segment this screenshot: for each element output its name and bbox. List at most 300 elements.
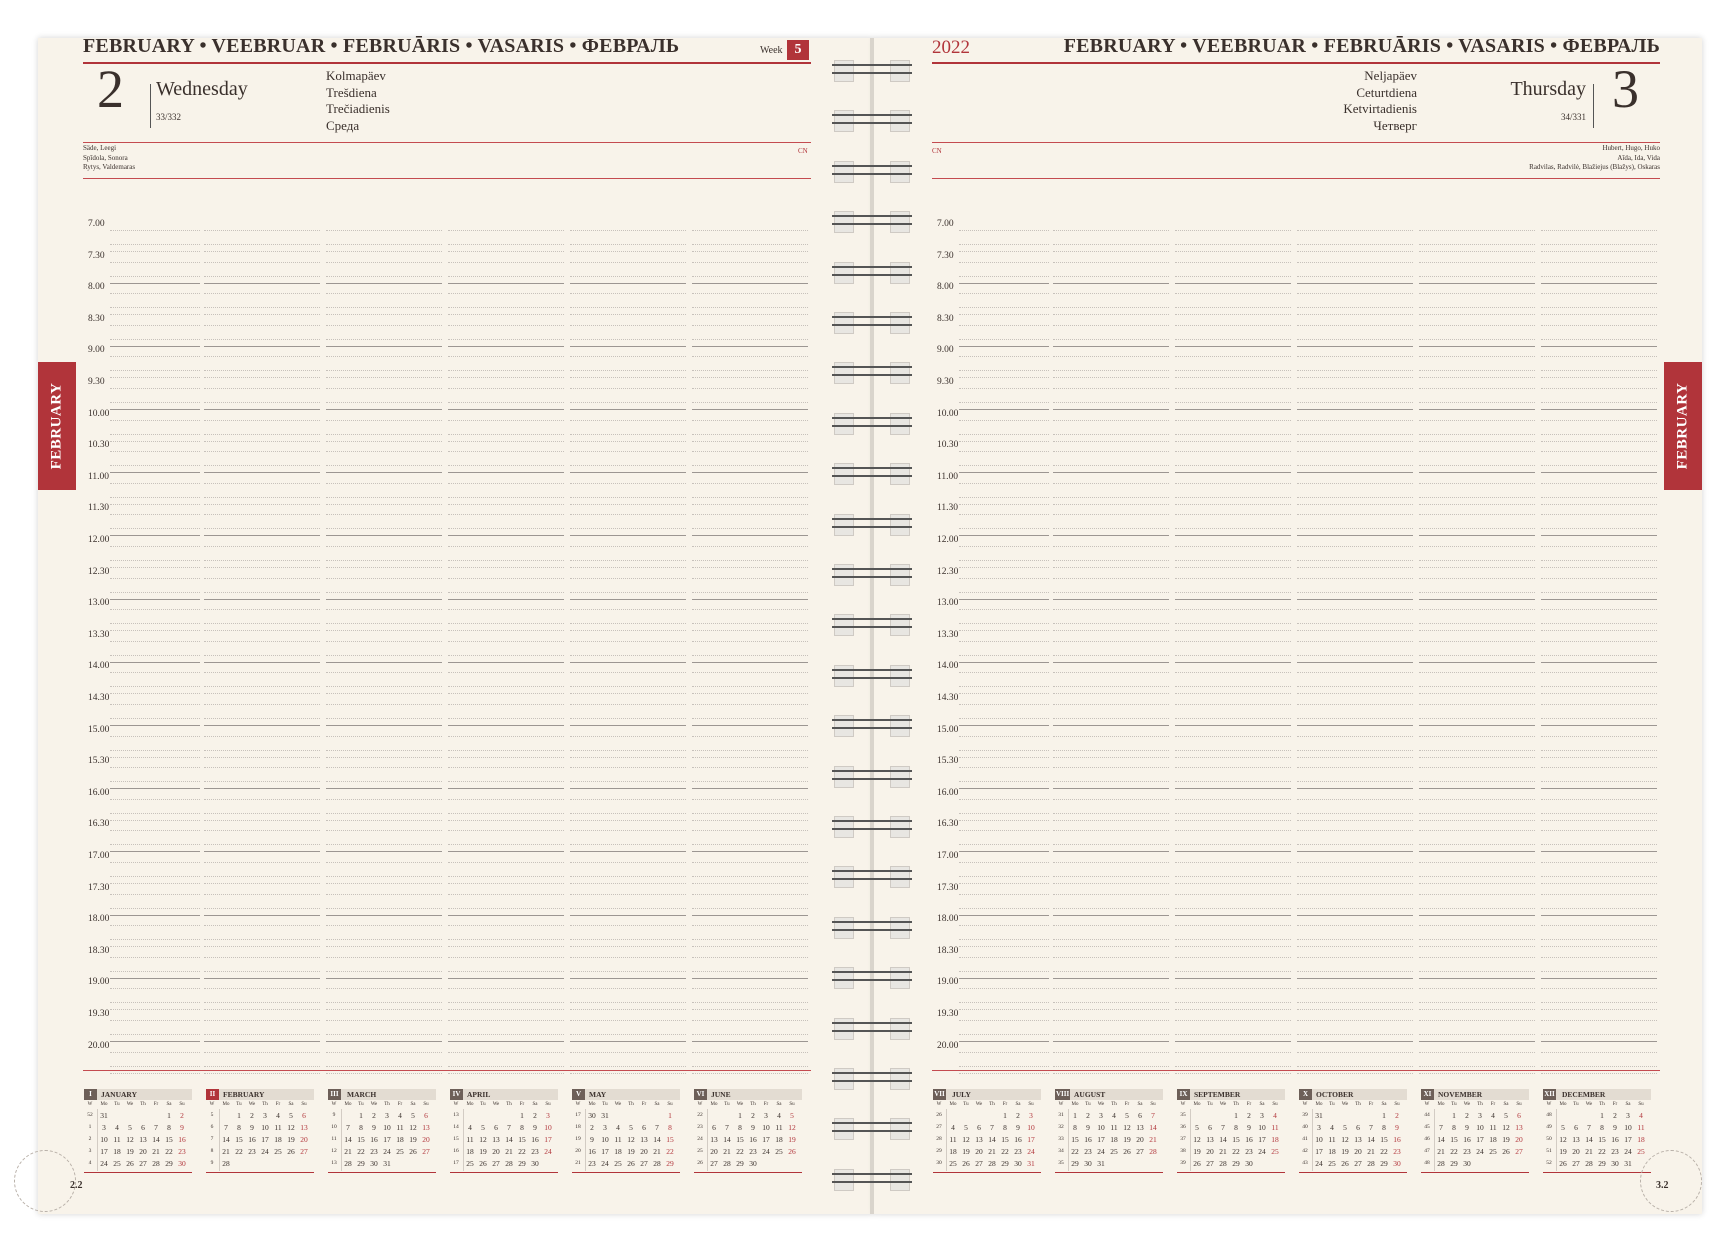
writing-line[interactable] xyxy=(326,662,442,663)
calendar-day[interactable]: 2 xyxy=(1465,1111,1469,1120)
writing-line[interactable] xyxy=(1541,434,1657,435)
calendar-day[interactable]: 17 xyxy=(601,1147,609,1156)
calendar-day[interactable]: 13 xyxy=(975,1135,983,1144)
writing-line[interactable] xyxy=(1419,370,1535,371)
calendar-day[interactable]: 16 xyxy=(588,1147,596,1156)
calendar-day[interactable]: 20 xyxy=(1515,1135,1523,1144)
writing-line[interactable] xyxy=(570,356,686,357)
writing-line[interactable] xyxy=(204,820,320,821)
writing-line[interactable] xyxy=(1053,504,1169,505)
writing-line[interactable] xyxy=(110,757,200,758)
writing-line[interactable] xyxy=(1175,483,1291,484)
calendar-day[interactable]: 16 xyxy=(1393,1135,1401,1144)
calendar-day[interactable]: 6 xyxy=(1517,1111,1521,1120)
writing-line[interactable] xyxy=(1541,599,1657,600)
writing-line[interactable] xyxy=(1053,876,1169,877)
writing-line[interactable] xyxy=(448,851,564,852)
calendar-day[interactable]: 9 xyxy=(751,1123,755,1132)
writing-line[interactable] xyxy=(204,592,320,593)
writing-line[interactable] xyxy=(1297,1034,1413,1035)
left-month-tab[interactable] xyxy=(38,362,76,490)
calendar-day[interactable]: 23 xyxy=(1014,1147,1022,1156)
calendar-day[interactable]: 7 xyxy=(1369,1123,1373,1132)
calendar-day[interactable]: 25 xyxy=(274,1147,282,1156)
calendar-day[interactable]: 23 xyxy=(1245,1147,1253,1156)
writing-line[interactable] xyxy=(326,1052,442,1053)
calendar-day[interactable]: 27 xyxy=(492,1159,500,1168)
writing-line[interactable] xyxy=(326,402,442,403)
calendar-day[interactable]: 21 xyxy=(152,1147,160,1156)
writing-line[interactable] xyxy=(1419,276,1535,277)
calendar-day[interactable]: 2 xyxy=(250,1111,254,1120)
writing-line[interactable] xyxy=(570,894,686,895)
calendar-day[interactable]: 6 xyxy=(642,1123,646,1132)
calendar-day[interactable]: 15 xyxy=(1232,1135,1240,1144)
writing-line[interactable] xyxy=(448,915,564,916)
calendar-day[interactable]: 4 xyxy=(276,1111,280,1120)
writing-line[interactable] xyxy=(448,293,564,294)
writing-line[interactable] xyxy=(1297,402,1413,403)
writing-line[interactable] xyxy=(1297,1052,1413,1053)
writing-line[interactable] xyxy=(959,314,1049,315)
writing-line[interactable] xyxy=(1053,978,1169,979)
writing-line[interactable] xyxy=(204,736,320,737)
writing-line[interactable] xyxy=(326,504,442,505)
writing-line[interactable] xyxy=(692,623,808,624)
calendar-day[interactable]: 22 xyxy=(1001,1147,1009,1156)
writing-line[interactable] xyxy=(1053,830,1169,831)
writing-line[interactable] xyxy=(204,1041,320,1042)
writing-line[interactable] xyxy=(448,465,564,466)
writing-line[interactable] xyxy=(1541,915,1657,916)
calendar-day[interactable]: 18 xyxy=(775,1135,783,1144)
writing-line[interactable] xyxy=(959,978,1049,979)
writing-line[interactable] xyxy=(1541,314,1657,315)
writing-line[interactable] xyxy=(1541,1073,1657,1074)
writing-line[interactable] xyxy=(1175,497,1291,498)
writing-line[interactable] xyxy=(692,915,808,916)
writing-line[interactable] xyxy=(326,946,442,947)
calendar-day[interactable]: 13 xyxy=(710,1135,718,1144)
writing-line[interactable] xyxy=(448,609,564,610)
writing-line[interactable] xyxy=(1419,1009,1535,1010)
calendar-day[interactable]: 14 xyxy=(653,1135,661,1144)
writing-line[interactable] xyxy=(1175,528,1291,529)
calendar-day[interactable]: 22 xyxy=(1450,1147,1458,1156)
writing-line[interactable] xyxy=(110,528,200,529)
writing-line[interactable] xyxy=(204,844,320,845)
writing-line[interactable] xyxy=(1053,788,1169,789)
writing-line[interactable] xyxy=(326,339,442,340)
writing-line[interactable] xyxy=(110,750,200,751)
writing-line[interactable] xyxy=(326,592,442,593)
calendar-day[interactable]: 2 xyxy=(372,1111,376,1120)
calendar-day[interactable]: 24 xyxy=(762,1147,770,1156)
writing-line[interactable] xyxy=(570,788,686,789)
writing-line[interactable] xyxy=(326,788,442,789)
writing-line[interactable] xyxy=(959,876,1049,877)
writing-line[interactable] xyxy=(570,736,686,737)
writing-line[interactable] xyxy=(1419,307,1535,308)
writing-line[interactable] xyxy=(110,630,200,631)
mini-calendar-march[interactable] xyxy=(328,1089,436,1173)
calendar-day[interactable]: 5 xyxy=(481,1123,485,1132)
writing-line[interactable] xyxy=(1053,535,1169,536)
writing-line[interactable] xyxy=(1541,465,1657,466)
writing-line[interactable] xyxy=(448,908,564,909)
calendar-day[interactable]: 2 xyxy=(1395,1111,1399,1120)
writing-line[interactable] xyxy=(1175,718,1291,719)
writing-line[interactable] xyxy=(1541,851,1657,852)
writing-line[interactable] xyxy=(204,388,320,389)
writing-line[interactable] xyxy=(959,230,1049,231)
writing-line[interactable] xyxy=(110,346,200,347)
writing-line[interactable] xyxy=(204,465,320,466)
writing-line[interactable] xyxy=(326,434,442,435)
calendar-day[interactable]: 19 xyxy=(126,1147,134,1156)
writing-line[interactable] xyxy=(692,641,808,642)
writing-line[interactable] xyxy=(204,672,320,673)
calendar-day[interactable]: 20 xyxy=(1206,1147,1214,1156)
calendar-day[interactable]: 22 xyxy=(518,1147,526,1156)
calendar-day[interactable]: 20 xyxy=(1354,1147,1362,1156)
writing-line[interactable] xyxy=(326,293,442,294)
writing-line[interactable] xyxy=(1297,862,1413,863)
writing-line[interactable] xyxy=(570,377,686,378)
writing-line[interactable] xyxy=(448,630,564,631)
writing-line[interactable] xyxy=(204,535,320,536)
writing-line[interactable] xyxy=(1297,262,1413,263)
calendar-day[interactable]: 20 xyxy=(139,1147,147,1156)
writing-line[interactable] xyxy=(110,535,200,536)
writing-line[interactable] xyxy=(1053,641,1169,642)
writing-line[interactable] xyxy=(110,514,200,515)
writing-line[interactable] xyxy=(110,939,200,940)
calendar-day[interactable]: 9 xyxy=(1613,1123,1617,1132)
writing-line[interactable] xyxy=(1297,844,1413,845)
writing-line[interactable] xyxy=(1175,325,1291,326)
writing-line[interactable] xyxy=(1297,736,1413,737)
writing-line[interactable] xyxy=(326,623,442,624)
writing-line[interactable] xyxy=(1541,957,1657,958)
writing-line[interactable] xyxy=(1541,592,1657,593)
writing-line[interactable] xyxy=(204,946,320,947)
writing-line[interactable] xyxy=(1175,915,1291,916)
writing-line[interactable] xyxy=(110,788,200,789)
writing-line[interactable] xyxy=(959,736,1049,737)
writing-line[interactable] xyxy=(326,599,442,600)
writing-line[interactable] xyxy=(570,514,686,515)
writing-line[interactable] xyxy=(1541,409,1657,410)
calendar-day[interactable]: 17 xyxy=(1027,1135,1035,1144)
calendar-day[interactable]: 18 xyxy=(614,1147,622,1156)
writing-line[interactable] xyxy=(1053,844,1169,845)
writing-line[interactable] xyxy=(1419,1052,1535,1053)
writing-line[interactable] xyxy=(1419,434,1535,435)
writing-line[interactable] xyxy=(448,409,564,410)
writing-line[interactable] xyxy=(448,528,564,529)
writing-line[interactable] xyxy=(692,799,808,800)
calendar-day[interactable]: 24 xyxy=(1315,1159,1323,1168)
writing-line[interactable] xyxy=(1297,546,1413,547)
writing-line[interactable] xyxy=(692,876,808,877)
writing-line[interactable] xyxy=(959,451,1049,452)
writing-line[interactable] xyxy=(959,988,1049,989)
writing-line[interactable] xyxy=(959,276,1049,277)
writing-line[interactable] xyxy=(326,465,442,466)
writing-line[interactable] xyxy=(204,230,320,231)
calendar-day[interactable]: 20 xyxy=(1136,1135,1144,1144)
calendar-day[interactable]: 12 xyxy=(962,1135,970,1144)
mini-calendar-august[interactable] xyxy=(1055,1089,1163,1173)
calendar-day[interactable]: 2 xyxy=(533,1111,537,1120)
writing-line[interactable] xyxy=(1541,672,1657,673)
writing-line[interactable] xyxy=(110,504,200,505)
writing-line[interactable] xyxy=(1053,957,1169,958)
writing-line[interactable] xyxy=(204,1020,320,1021)
calendar-day[interactable]: 18 xyxy=(1489,1135,1497,1144)
calendar-day[interactable]: 16 xyxy=(1084,1135,1092,1144)
writing-line[interactable] xyxy=(692,409,808,410)
writing-line[interactable] xyxy=(570,599,686,600)
writing-line[interactable] xyxy=(1541,370,1657,371)
writing-line[interactable] xyxy=(1297,293,1413,294)
writing-line[interactable] xyxy=(570,434,686,435)
writing-line[interactable] xyxy=(1175,862,1291,863)
calendar-day[interactable]: 18 xyxy=(113,1147,121,1156)
writing-line[interactable] xyxy=(959,725,1049,726)
writing-line[interactable] xyxy=(1419,409,1535,410)
calendar-day[interactable]: 25 xyxy=(1637,1147,1645,1156)
writing-line[interactable] xyxy=(110,693,200,694)
writing-line[interactable] xyxy=(110,483,200,484)
writing-line[interactable] xyxy=(448,757,564,758)
writing-line[interactable] xyxy=(448,662,564,663)
writing-line[interactable] xyxy=(326,514,442,515)
writing-line[interactable] xyxy=(1175,939,1291,940)
calendar-day[interactable]: 26 xyxy=(962,1159,970,1168)
writing-line[interactable] xyxy=(692,894,808,895)
writing-line[interactable] xyxy=(1419,813,1535,814)
calendar-day[interactable]: 26 xyxy=(126,1159,134,1168)
writing-line[interactable] xyxy=(110,251,200,252)
calendar-day[interactable]: 29 xyxy=(518,1159,526,1168)
writing-line[interactable] xyxy=(692,662,808,663)
calendar-day[interactable]: 1 xyxy=(1073,1111,1077,1120)
writing-line[interactable] xyxy=(1175,693,1291,694)
calendar-day[interactable]: 6 xyxy=(712,1123,716,1132)
calendar-day[interactable]: 19 xyxy=(962,1147,970,1156)
writing-line[interactable] xyxy=(1053,725,1169,726)
writing-line[interactable] xyxy=(1419,244,1535,245)
writing-line[interactable] xyxy=(692,346,808,347)
writing-line[interactable] xyxy=(1053,567,1169,568)
calendar-day[interactable]: 8 xyxy=(1600,1123,1604,1132)
calendar-day[interactable]: 9 xyxy=(1086,1123,1090,1132)
calendar-day[interactable]: 14 xyxy=(1585,1135,1593,1144)
writing-line[interactable] xyxy=(692,307,808,308)
writing-line[interactable] xyxy=(204,693,320,694)
writing-line[interactable] xyxy=(110,293,200,294)
calendar-day[interactable]: 25 xyxy=(949,1159,957,1168)
calendar-day[interactable]: 15 xyxy=(1001,1135,1009,1144)
writing-line[interactable] xyxy=(110,1002,200,1003)
calendar-day[interactable]: 14 xyxy=(1219,1135,1227,1144)
writing-line[interactable] xyxy=(1175,1041,1291,1042)
writing-line[interactable] xyxy=(1541,339,1657,340)
calendar-day[interactable]: 19 xyxy=(479,1147,487,1156)
writing-line[interactable] xyxy=(1419,799,1535,800)
writing-line[interactable] xyxy=(570,276,686,277)
writing-line[interactable] xyxy=(1419,672,1535,673)
writing-line[interactable] xyxy=(448,672,564,673)
writing-line[interactable] xyxy=(1297,988,1413,989)
writing-line[interactable] xyxy=(1419,325,1535,326)
writing-line[interactable] xyxy=(959,441,1049,442)
writing-line[interactable] xyxy=(1419,908,1535,909)
writing-line[interactable] xyxy=(1175,830,1291,831)
writing-line[interactable] xyxy=(204,925,320,926)
writing-line[interactable] xyxy=(1419,592,1535,593)
writing-line[interactable] xyxy=(1053,704,1169,705)
writing-line[interactable] xyxy=(1297,1041,1413,1042)
writing-line[interactable] xyxy=(1541,1052,1657,1053)
calendar-day[interactable]: 20 xyxy=(710,1147,718,1156)
writing-line[interactable] xyxy=(692,1066,808,1067)
writing-line[interactable] xyxy=(959,497,1049,498)
writing-line[interactable] xyxy=(1541,704,1657,705)
writing-line[interactable] xyxy=(1175,592,1291,593)
writing-line[interactable] xyxy=(692,388,808,389)
writing-line[interactable] xyxy=(204,781,320,782)
writing-line[interactable] xyxy=(1175,672,1291,673)
writing-line[interactable] xyxy=(110,925,200,926)
writing-line[interactable] xyxy=(1541,356,1657,357)
writing-line[interactable] xyxy=(110,736,200,737)
writing-line[interactable] xyxy=(1419,314,1535,315)
writing-line[interactable] xyxy=(110,388,200,389)
writing-line[interactable] xyxy=(1419,939,1535,940)
writing-line[interactable] xyxy=(1053,946,1169,947)
writing-line[interactable] xyxy=(1053,609,1169,610)
writing-line[interactable] xyxy=(692,851,808,852)
writing-line[interactable] xyxy=(110,672,200,673)
writing-line[interactable] xyxy=(1541,1020,1657,1021)
writing-line[interactable] xyxy=(1297,276,1413,277)
writing-line[interactable] xyxy=(959,293,1049,294)
writing-line[interactable] xyxy=(959,788,1049,789)
calendar-day[interactable]: 16 xyxy=(1611,1135,1619,1144)
writing-line[interactable] xyxy=(1541,1009,1657,1010)
writing-line[interactable] xyxy=(1297,472,1413,473)
writing-line[interactable] xyxy=(204,799,320,800)
writing-line[interactable] xyxy=(570,862,686,863)
writing-line[interactable] xyxy=(570,451,686,452)
writing-line[interactable] xyxy=(959,1066,1049,1067)
writing-line[interactable] xyxy=(110,915,200,916)
calendar-day[interactable]: 27 xyxy=(710,1159,718,1168)
writing-line[interactable] xyxy=(326,862,442,863)
writing-line[interactable] xyxy=(959,244,1049,245)
writing-line[interactable] xyxy=(1297,451,1413,452)
writing-line[interactable] xyxy=(1541,514,1657,515)
writing-line[interactable] xyxy=(326,988,442,989)
writing-line[interactable] xyxy=(1297,483,1413,484)
calendar-day[interactable]: 4 xyxy=(1112,1111,1116,1120)
calendar-day[interactable]: 12 xyxy=(1123,1123,1131,1132)
writing-line[interactable] xyxy=(448,1073,564,1074)
writing-line[interactable] xyxy=(1541,325,1657,326)
calendar-day[interactable]: 19 xyxy=(1559,1147,1567,1156)
writing-line[interactable] xyxy=(1419,862,1535,863)
writing-line[interactable] xyxy=(692,356,808,357)
writing-line[interactable] xyxy=(959,592,1049,593)
writing-line[interactable] xyxy=(1297,528,1413,529)
writing-line[interactable] xyxy=(204,578,320,579)
writing-line[interactable] xyxy=(959,307,1049,308)
calendar-day[interactable]: 7 xyxy=(507,1123,511,1132)
writing-line[interactable] xyxy=(1419,750,1535,751)
writing-line[interactable] xyxy=(692,1073,808,1074)
writing-line[interactable] xyxy=(1175,736,1291,737)
calendar-day[interactable]: 5 xyxy=(1125,1111,1129,1120)
calendar-day[interactable]: 21 xyxy=(1219,1147,1227,1156)
writing-line[interactable] xyxy=(1175,908,1291,909)
writing-line[interactable] xyxy=(1175,1002,1291,1003)
writing-line[interactable] xyxy=(110,978,200,979)
calendar-day[interactable]: 2 xyxy=(1016,1111,1020,1120)
writing-line[interactable] xyxy=(326,472,442,473)
writing-line[interactable] xyxy=(326,672,442,673)
writing-line[interactable] xyxy=(1297,370,1413,371)
writing-line[interactable] xyxy=(448,718,564,719)
writing-line[interactable] xyxy=(1541,1041,1657,1042)
writing-line[interactable] xyxy=(1175,307,1291,308)
writing-line[interactable] xyxy=(204,623,320,624)
calendar-day[interactable]: 15 xyxy=(1380,1135,1388,1144)
writing-line[interactable] xyxy=(1053,325,1169,326)
writing-line[interactable] xyxy=(1419,686,1535,687)
writing-line[interactable] xyxy=(959,630,1049,631)
calendar-day[interactable]: 21 xyxy=(222,1147,230,1156)
writing-line[interactable] xyxy=(1297,725,1413,726)
writing-line[interactable] xyxy=(570,1009,686,1010)
writing-line[interactable] xyxy=(1297,704,1413,705)
writing-line[interactable] xyxy=(1419,1041,1535,1042)
calendar-day[interactable]: 31 xyxy=(1315,1111,1323,1120)
calendar-day[interactable]: 7 xyxy=(224,1123,228,1132)
calendar-day[interactable]: 16 xyxy=(178,1135,186,1144)
writing-line[interactable] xyxy=(110,314,200,315)
writing-line[interactable] xyxy=(570,704,686,705)
writing-line[interactable] xyxy=(570,244,686,245)
writing-line[interactable] xyxy=(1419,609,1535,610)
writing-line[interactable] xyxy=(1541,630,1657,631)
writing-line[interactable] xyxy=(448,876,564,877)
writing-line[interactable] xyxy=(692,908,808,909)
calendar-day[interactable]: 19 xyxy=(1193,1147,1201,1156)
writing-line[interactable] xyxy=(959,504,1049,505)
writing-line[interactable] xyxy=(326,1020,442,1021)
calendar-day[interactable]: 17 xyxy=(383,1135,391,1144)
writing-line[interactable] xyxy=(1297,567,1413,568)
writing-line[interactable] xyxy=(1419,662,1535,663)
writing-line[interactable] xyxy=(959,704,1049,705)
writing-line[interactable] xyxy=(1053,483,1169,484)
writing-line[interactable] xyxy=(570,609,686,610)
writing-line[interactable] xyxy=(1053,820,1169,821)
writing-line[interactable] xyxy=(570,957,686,958)
